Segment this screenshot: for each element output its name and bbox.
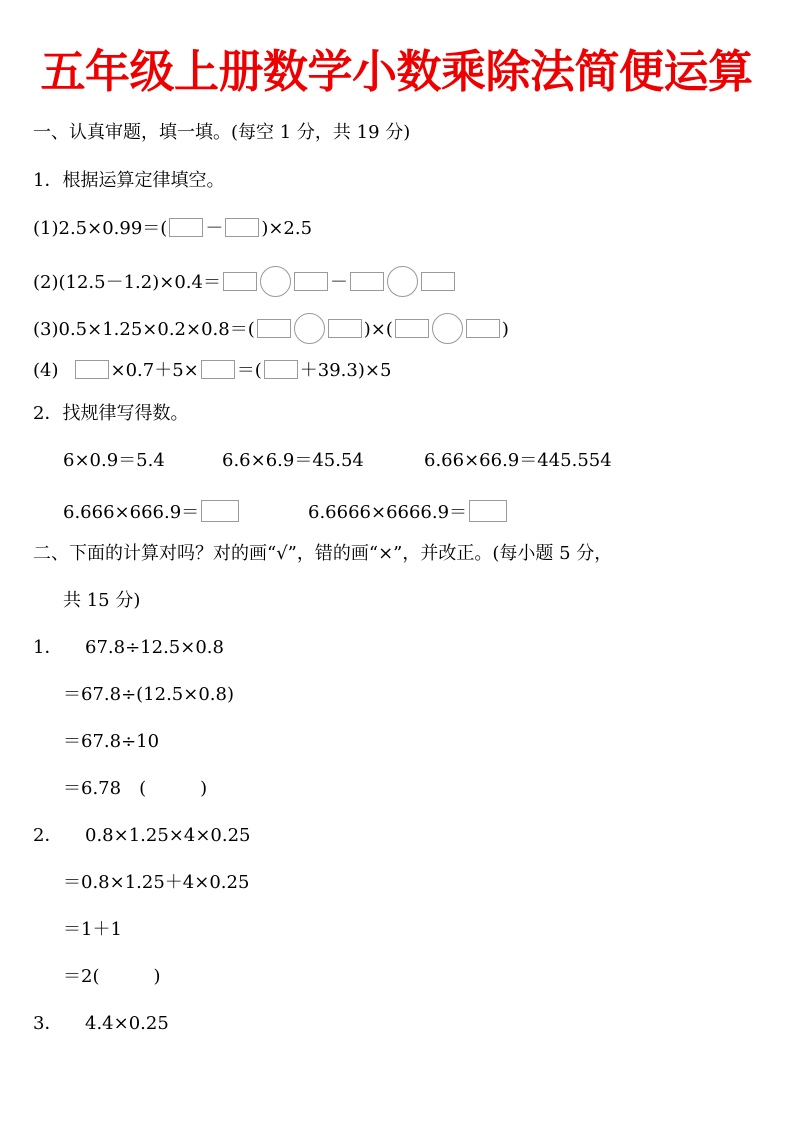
expression-part: ＝( — [236, 360, 262, 381]
problem-1-step: ＝67.8÷(12.5×0.8) — [63, 684, 234, 705]
problem-1-step[interactable]: ＝6.78 ( ) — [63, 778, 208, 799]
answer-box[interactable] — [421, 272, 455, 291]
q1-label: 1．根据运算定律填空。 — [33, 170, 225, 191]
answer-box[interactable] — [264, 360, 298, 379]
q1-item-2 — [33, 266, 457, 297]
problem-2-number: 2． — [33, 825, 63, 846]
answer-box[interactable] — [169, 218, 203, 237]
expression-part: (12.5－1.2)×0.4＝ — [58, 272, 221, 293]
q1-item-3 — [33, 313, 509, 344]
problem-1-expression: 67.8÷12.5×0.8 — [85, 637, 224, 658]
pattern-expression: 6.666×666.9＝ — [63, 502, 200, 523]
answer-box[interactable] — [328, 319, 362, 338]
answer-box[interactable] — [223, 272, 257, 291]
section2-heading-cont: 共 15 分) — [63, 590, 141, 611]
expression-part: ＋39.3)×5 — [299, 360, 392, 381]
pattern-expression: 6.6666×6666.9＝ — [308, 502, 468, 523]
pattern-2: 6.6×6.9＝45.54 — [222, 450, 364, 471]
problem-1-number: 1． — [33, 637, 63, 658]
answer-box[interactable] — [75, 360, 109, 379]
operator: － — [329, 272, 348, 293]
problem-2-step[interactable]: ＝2( ) — [63, 966, 161, 987]
item-number: (2) — [33, 272, 59, 293]
answer-box[interactable] — [466, 319, 500, 338]
operator-circle[interactable] — [432, 313, 463, 344]
section2-heading: 二、下面的计算对吗？对的画“√”，错的画“×”，并改正。(每小题 5 分， — [33, 543, 613, 564]
answer-box[interactable] — [201, 360, 235, 379]
section1-heading: 一、认真审题，填一填。(每空 1 分，共 19 分) — [33, 122, 411, 143]
answer-box[interactable] — [201, 500, 239, 522]
item-number: (3) — [33, 319, 59, 340]
problem-2-expression: 0.8×1.25×4×0.25 — [85, 825, 251, 846]
q2-label: 2．找规律写得数。 — [33, 403, 189, 424]
q1-item-4 — [33, 360, 391, 382]
problem-3-number: 3． — [33, 1013, 63, 1034]
operator-circle[interactable] — [294, 313, 325, 344]
operator: － — [205, 218, 224, 239]
problem-3-expression: 4.4×0.25 — [85, 1013, 169, 1034]
answer-box[interactable] — [350, 272, 384, 291]
expression-part: )×2.5 — [261, 218, 313, 239]
problem-1-step: ＝67.8÷10 — [63, 731, 160, 752]
answer-box[interactable] — [395, 319, 429, 338]
expression-part: ) — [501, 319, 509, 340]
item-number: (1) — [33, 218, 59, 239]
item-number: (4) — [33, 360, 59, 381]
operator-circle[interactable] — [387, 266, 418, 297]
problem-2-step: ＝0.8×1.25＋4×0.25 — [63, 872, 250, 893]
pattern-3: 6.66×66.9＝445.554 — [424, 450, 612, 471]
answer-box[interactable] — [257, 319, 291, 338]
q1-item-1 — [33, 218, 312, 240]
expression-part: 2.5×0.99＝( — [58, 218, 168, 239]
expression-part: ×0.7＋5× — [110, 360, 199, 381]
pattern-1: 6×0.9＝5.4 — [63, 450, 165, 471]
pattern-5 — [308, 500, 509, 524]
expression-part: 0.5×1.25×0.2×0.8＝( — [58, 319, 255, 340]
operator-circle[interactable] — [260, 266, 291, 297]
page-title: 五年级上册数学小数乘除法简便运算 — [40, 45, 753, 98]
answer-box[interactable] — [225, 218, 259, 237]
expression-part: )×( — [363, 319, 393, 340]
answer-box[interactable] — [469, 500, 507, 522]
pattern-4 — [63, 500, 241, 524]
answer-box[interactable] — [294, 272, 328, 291]
problem-2-step: ＝1＋1 — [63, 919, 122, 940]
